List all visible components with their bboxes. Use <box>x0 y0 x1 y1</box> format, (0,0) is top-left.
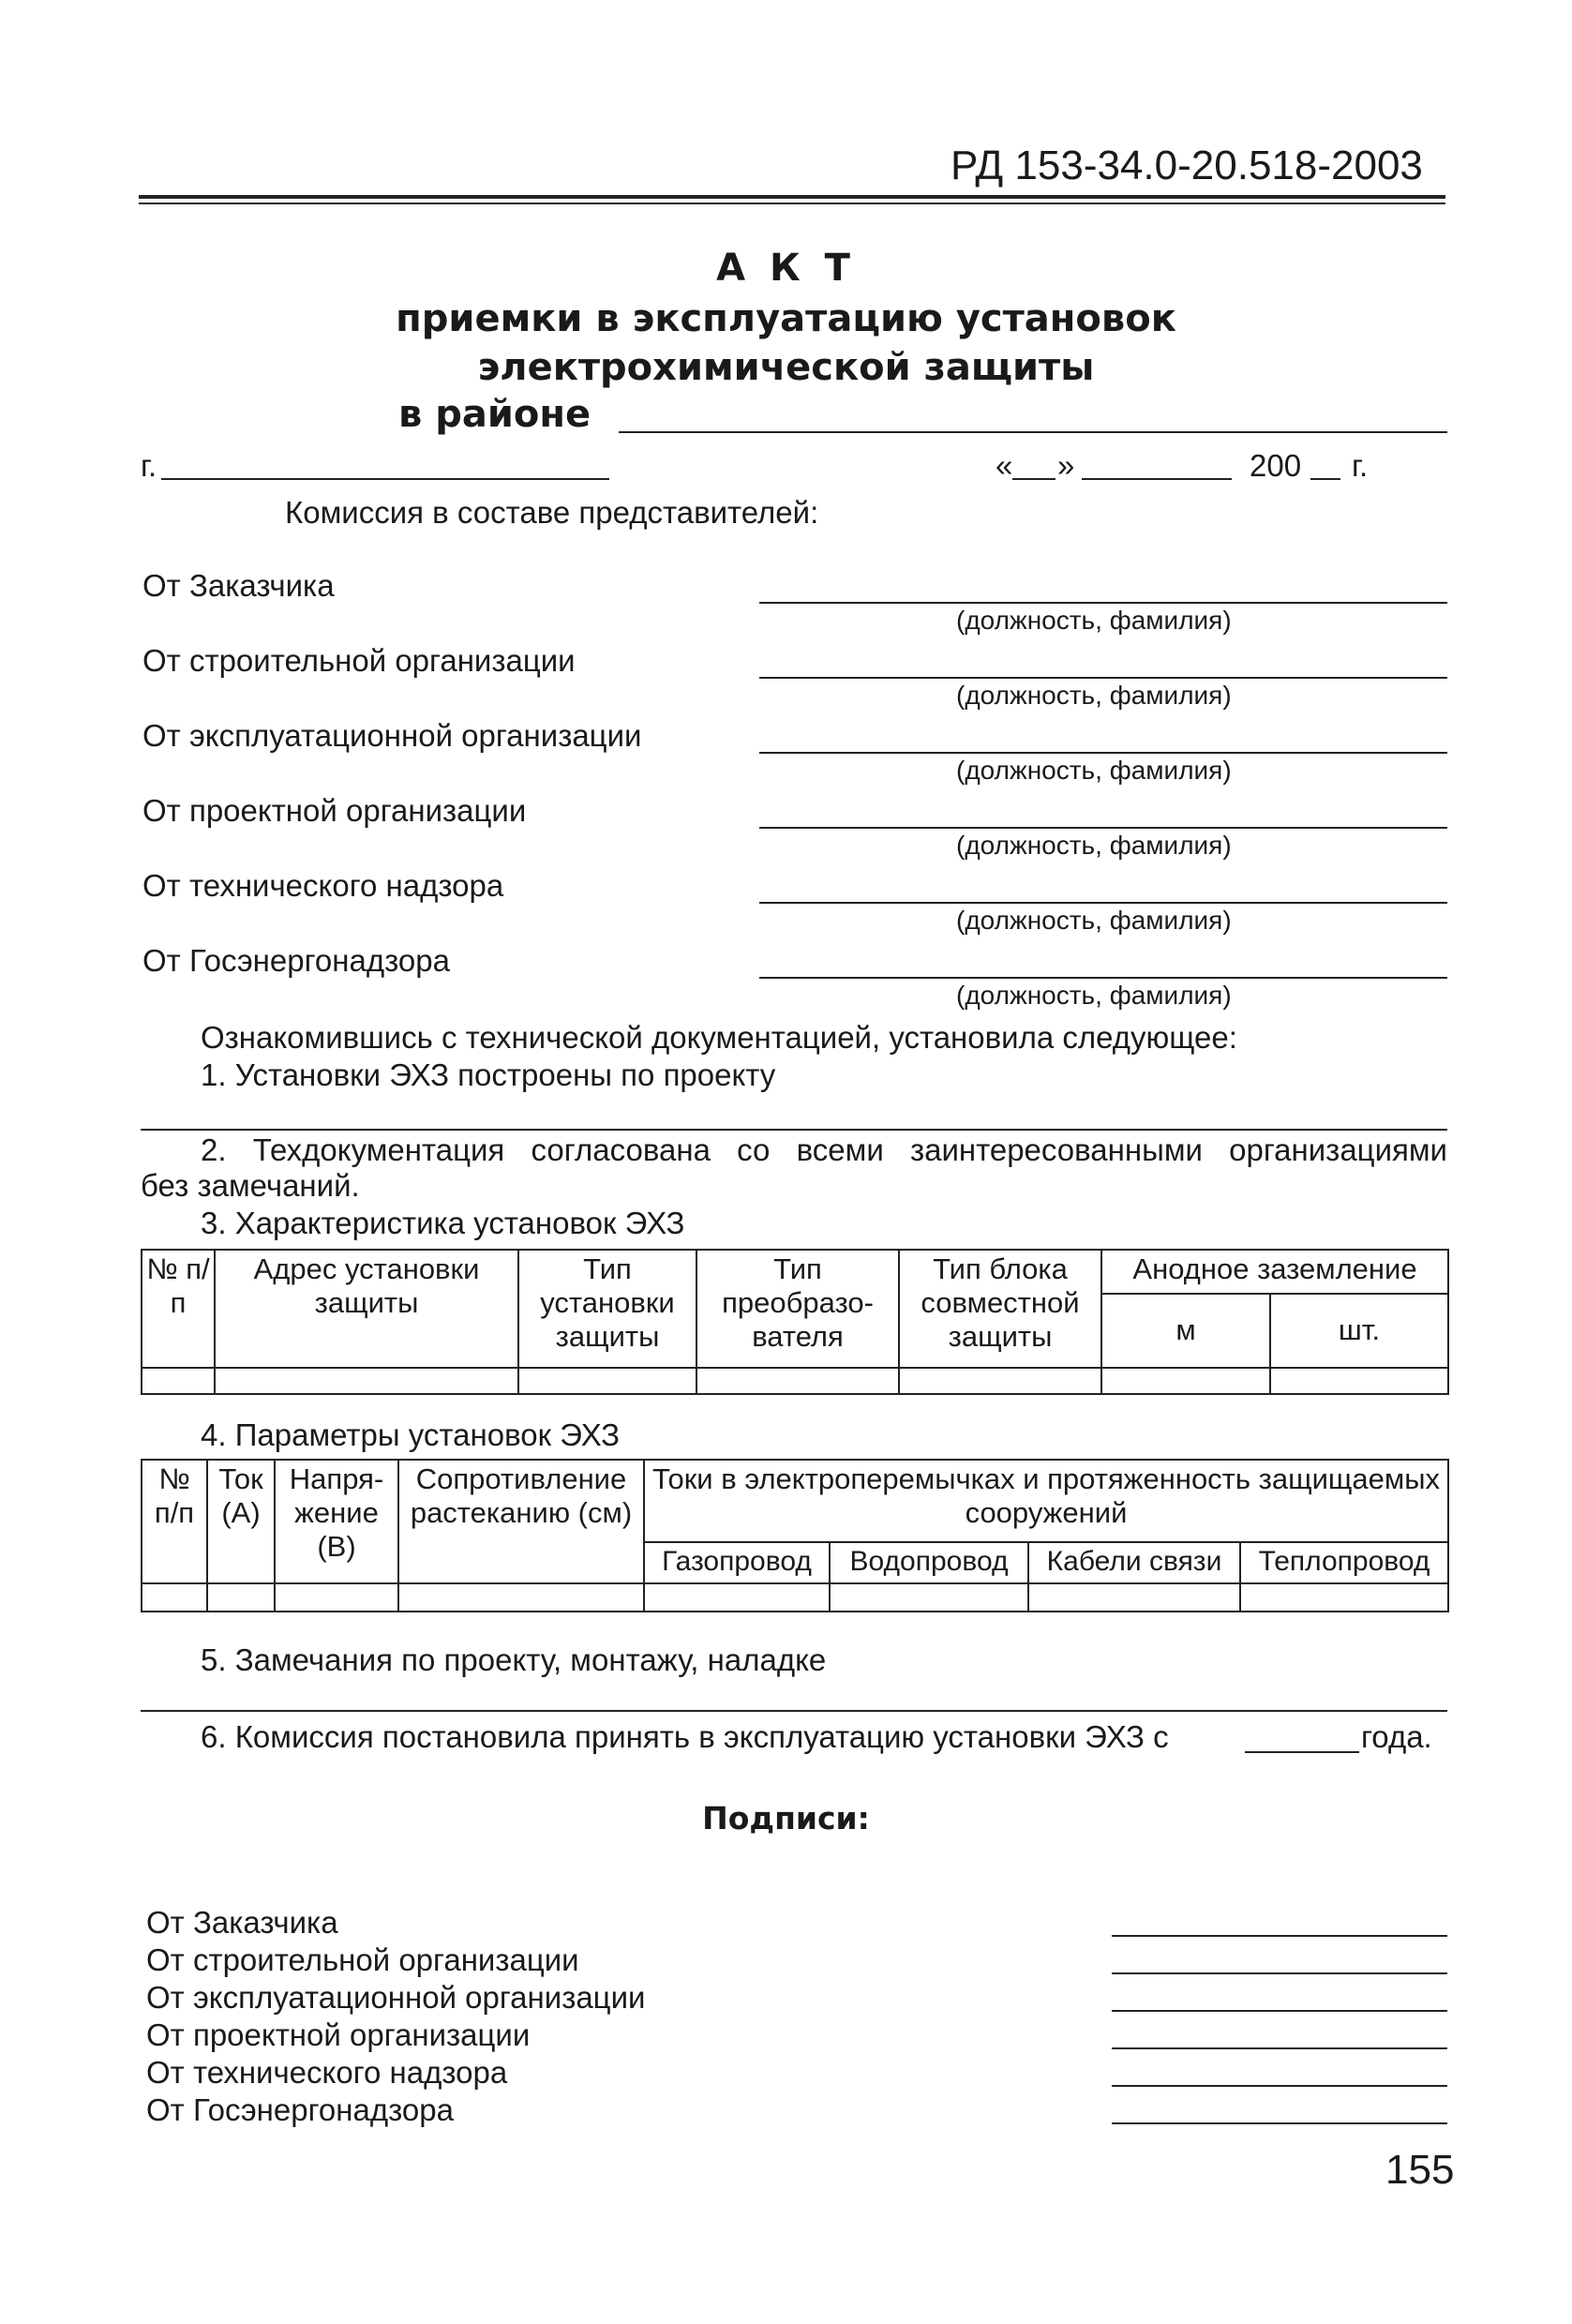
table-row <box>142 1368 1448 1394</box>
signature-line[interactable] <box>1112 1935 1447 1937</box>
item-1-field-line[interactable] <box>141 1129 1447 1131</box>
commission-hint: (должность, фамилия) <box>956 606 1232 635</box>
signature-label: От Госэнергонадзора <box>146 2092 454 2127</box>
col-header-anode-pcs: шт. <box>1270 1294 1448 1368</box>
month-field-line[interactable] <box>1082 478 1232 480</box>
col-header-anode-m: м <box>1101 1294 1270 1368</box>
col-header-cable: Кабели связи <box>1028 1542 1240 1583</box>
table-cell[interactable] <box>1101 1368 1270 1394</box>
table-cell[interactable] <box>215 1368 518 1394</box>
table-row <box>142 1583 1448 1612</box>
col-header-water: Водопровод <box>830 1542 1028 1583</box>
col-header-block-type: Тип блока совместной защиты <box>899 1250 1101 1368</box>
col-header-heat: Теплопровод <box>1240 1542 1448 1583</box>
table-cell[interactable] <box>899 1368 1101 1394</box>
commission-field-line[interactable] <box>759 827 1447 829</box>
year-prefix: 200 <box>1250 448 1302 483</box>
col-header-converter-type: Тип преобразо-вателя <box>696 1250 899 1368</box>
commission-label: От Госэнергонадзора <box>142 943 450 978</box>
document-code: РД 153-34.0-20.518-2003 <box>951 142 1423 188</box>
item-2-line-1: 2. Техдокументация согласована со всеми заинтересованными организациями <box>201 1132 1447 1167</box>
header-rule <box>139 195 1445 199</box>
col-header-num: № п/п <box>142 1460 207 1583</box>
act-subtitle-3: в районе <box>398 393 591 436</box>
commission-label: От эксплуатационной организации <box>142 718 642 753</box>
col-header-gas: Газопровод <box>644 1542 830 1583</box>
commission-label: От технического надзора <box>142 868 504 903</box>
year-suffix: г. <box>1352 448 1369 483</box>
page-number: 155 <box>1385 2147 1455 2193</box>
table-cell[interactable] <box>398 1583 644 1612</box>
commission-hint: (должность, фамилия) <box>956 681 1232 710</box>
district-field-line[interactable] <box>619 431 1447 433</box>
date-open-quote: « <box>996 448 1013 483</box>
item-4: 4. Параметры установок ЭХЗ <box>201 1417 620 1452</box>
col-header-num: № п/п <box>142 1250 215 1368</box>
col-header-anode-grounding: Анодное заземление <box>1101 1250 1448 1294</box>
col-header-install-type: Тип установки защиты <box>518 1250 696 1368</box>
table-cell[interactable] <box>1028 1583 1240 1612</box>
item-6: 6. Комиссия постановила принять в эксплуатацию установки ЭХЗ с <box>201 1719 1169 1754</box>
act-subtitle-1: приемки в эксплуатацию установок <box>396 297 1176 340</box>
item-3: 3. Характеристика установок ЭХЗ <box>201 1206 685 1240</box>
table-cell[interactable] <box>1270 1368 1448 1394</box>
commission-label: От проектной организации <box>142 793 527 828</box>
city-field-line[interactable] <box>161 478 609 480</box>
commission-field-line[interactable] <box>759 752 1447 754</box>
commission-hint: (должность, фамилия) <box>956 756 1232 785</box>
col-header-resistance: Сопротивление растеканию (см) <box>398 1460 644 1583</box>
act-subtitle-2: электрохимической защиты <box>477 346 1095 389</box>
commission-label: От строительной организации <box>142 643 576 678</box>
installation-parameters-table <box>141 1459 1449 1612</box>
col-header-current: Ток (А) <box>207 1460 275 1583</box>
col-header-voltage: Напря-жение (В) <box>275 1460 398 1583</box>
commission-hint: (должность, фамилия) <box>956 831 1232 860</box>
signature-line[interactable] <box>1112 2010 1447 2012</box>
signature-label: От проектной организации <box>146 2017 531 2052</box>
item-6-suffix: года. <box>1361 1719 1432 1754</box>
table-cell[interactable] <box>830 1583 1028 1612</box>
item-6-field-line[interactable] <box>1245 1751 1359 1753</box>
date-close-quote: » <box>1057 448 1075 483</box>
table-cell[interactable] <box>1240 1583 1448 1612</box>
commission-field-line[interactable] <box>759 977 1447 979</box>
item-1: 1. Установки ЭХЗ построены по проекту <box>201 1057 776 1092</box>
commission-label: От Заказчика <box>142 568 335 603</box>
act-title: А К Т <box>716 247 856 290</box>
table-cell[interactable] <box>696 1368 899 1394</box>
col-header-address: Адрес установки защиты <box>215 1250 518 1368</box>
signature-label: От Заказчика <box>146 1905 338 1940</box>
item-2-line-2: без замечаний. <box>141 1168 360 1203</box>
signature-line[interactable] <box>1112 2085 1447 2087</box>
item-5-field-line[interactable] <box>141 1710 1447 1712</box>
table-cell[interactable] <box>275 1583 398 1612</box>
signature-line[interactable] <box>1112 1972 1447 1974</box>
table-cell[interactable] <box>644 1583 830 1612</box>
signature-label: От строительной организации <box>146 1942 579 1977</box>
table-cell[interactable] <box>142 1583 207 1612</box>
findings-intro: Ознакомившись с технической документацией, установила следующее: <box>201 1020 1237 1055</box>
table-cell[interactable] <box>207 1583 275 1612</box>
table-cell[interactable] <box>518 1368 696 1394</box>
commission-field-line[interactable] <box>759 677 1447 679</box>
item-5: 5. Замечания по проекту, монтажу, наладке <box>201 1642 827 1677</box>
signature-label: От технического надзора <box>146 2055 508 2090</box>
col-header-jumper-currents: Токи в электроперемычках и протяженность защищаемых сооружений <box>644 1460 1448 1542</box>
commission-field-line[interactable] <box>759 902 1447 904</box>
table-cell[interactable] <box>142 1368 215 1394</box>
city-prefix: г. <box>141 448 157 483</box>
signature-line[interactable] <box>1112 2122 1447 2124</box>
commission-hint: (должность, фамилия) <box>956 981 1232 1010</box>
signature-label: От эксплуатационной организации <box>146 1980 646 2015</box>
day-field-line[interactable] <box>1012 478 1055 480</box>
commission-intro: Комиссия в составе представителей: <box>285 495 819 530</box>
commission-hint: (должность, фамилия) <box>956 906 1232 935</box>
commission-field-line[interactable] <box>759 602 1447 604</box>
installation-characteristics-table <box>141 1249 1449 1395</box>
header-rule-thin <box>139 202 1445 204</box>
signatures-title: Подписи: <box>702 1800 870 1837</box>
signature-line[interactable] <box>1112 2047 1447 2049</box>
year-field-line[interactable] <box>1310 478 1340 480</box>
